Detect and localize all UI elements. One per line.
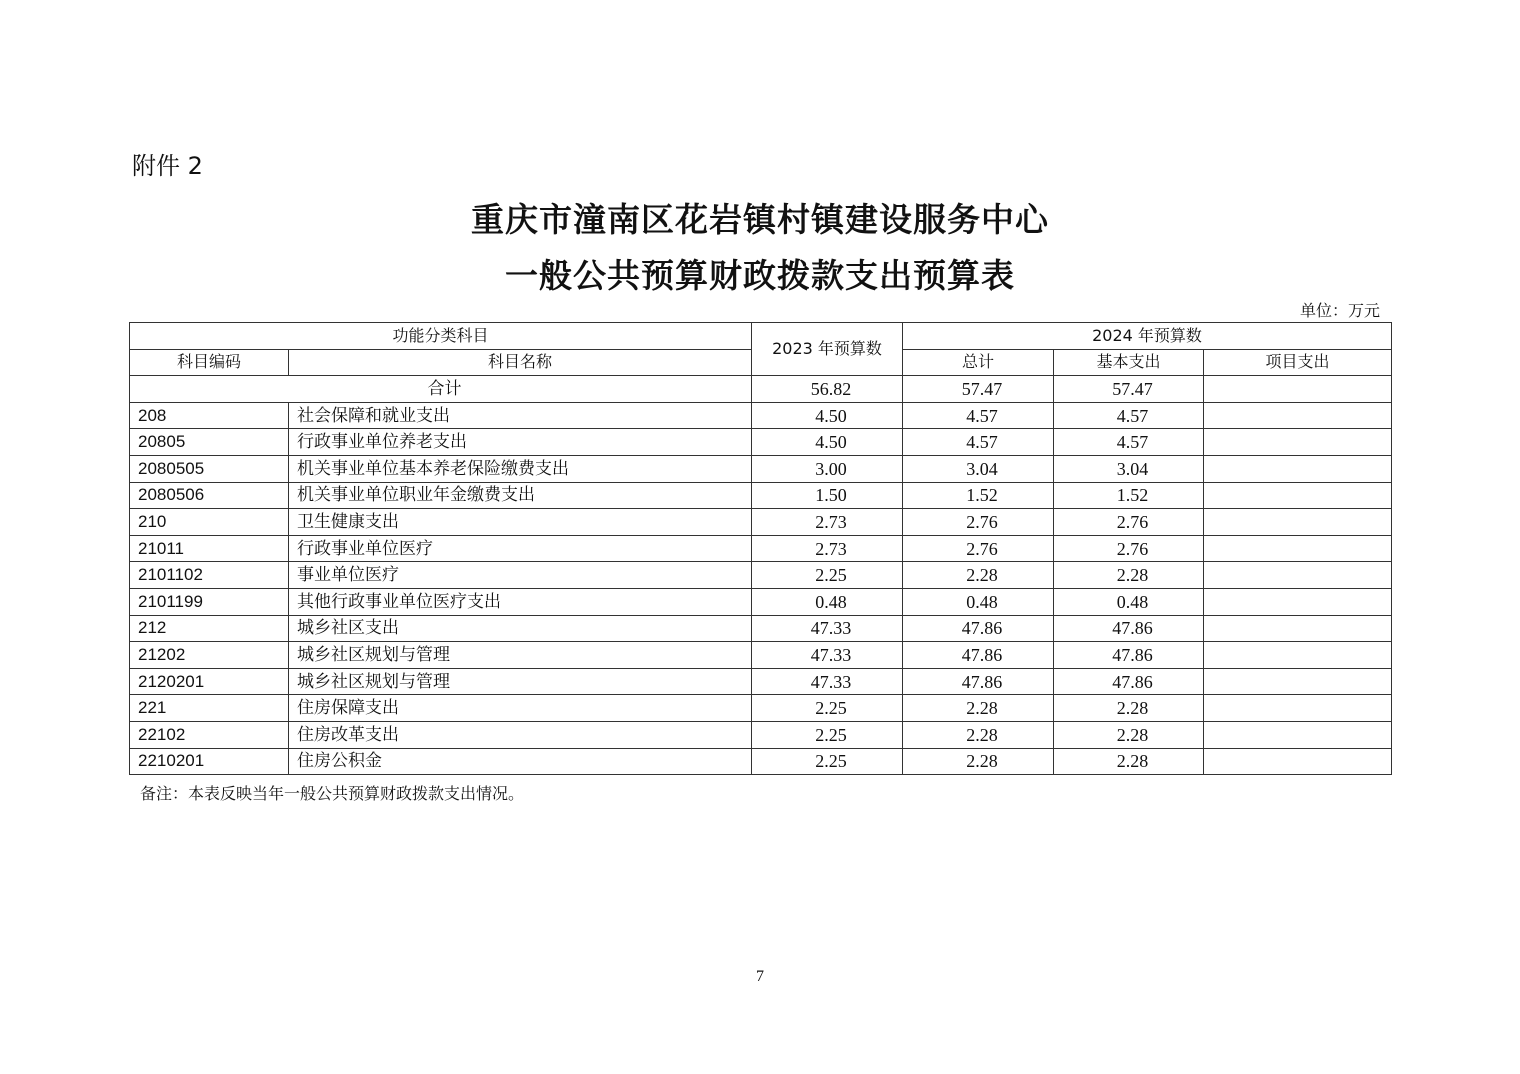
subject-code: 21011 [130,535,289,562]
budget-2024-basic: 0.48 [1054,588,1204,615]
subject-code: 2080505 [130,455,289,482]
table-row [130,429,1392,456]
subject-name: 住房保障支出 [289,695,752,722]
budget-2024-basic: 2.28 [1054,562,1204,589]
table-row [130,562,1392,589]
subject-name: 城乡社区支出 [289,615,752,642]
budget-2023: 2.25 [752,695,903,722]
subject-name: 社会保障和就业支出 [289,402,752,429]
budget-2024-total: 2.28 [903,562,1054,589]
budget-2023: 2.73 [752,509,903,536]
budget-2024-project [1204,721,1392,748]
budget-2023: 2.73 [752,535,903,562]
subject-code: 2101199 [130,588,289,615]
subject-code: 208 [130,402,289,429]
subject-code: 2120201 [130,668,289,695]
total-2024-basic: 57.47 [1054,376,1204,403]
table-row [130,455,1392,482]
budget-2023: 47.33 [752,615,903,642]
table-row [130,402,1392,429]
subject-name: 行政事业单位医疗 [289,535,752,562]
subject-name: 其他行政事业单位医疗支出 [289,588,752,615]
budget-2024-total: 47.86 [903,642,1054,669]
header-function-category: 功能分类科目 [130,323,752,350]
header-total: 总计 [903,349,1054,376]
total-2024-project [1204,376,1392,403]
budget-2024-total: 3.04 [903,455,1054,482]
budget-2024-basic: 47.86 [1054,668,1204,695]
header-2024-budget: 2024 年预算数 [903,323,1392,350]
subject-name: 城乡社区规划与管理 [289,642,752,669]
subject-code: 221 [130,695,289,722]
budget-2024-total: 4.57 [903,429,1054,456]
budget-2024-total: 2.28 [903,748,1054,775]
budget-2023: 0.48 [752,588,903,615]
subject-code: 210 [130,509,289,536]
page-number: 7 [756,968,764,985]
table-row [130,482,1392,509]
budget-2023: 2.25 [752,748,903,775]
document-title: 重庆市潼南区花岩镇村镇建设服务中心 [471,200,1049,239]
budget-2024-total: 2.28 [903,695,1054,722]
budget-2023: 47.33 [752,642,903,669]
budget-2023: 47.33 [752,668,903,695]
subject-name: 行政事业单位养老支出 [289,429,752,456]
budget-2023: 1.50 [752,482,903,509]
budget-2023: 4.50 [752,402,903,429]
budget-2024-total: 2.28 [903,721,1054,748]
table-row [130,695,1392,722]
total-label: 合计 [130,376,752,403]
budget-2024-total: 4.57 [903,402,1054,429]
budget-2024-project [1204,748,1392,775]
subject-code: 2080506 [130,482,289,509]
subject-code: 20805 [130,429,289,456]
budget-2024-project [1204,455,1392,482]
header-row-1 [130,323,1392,350]
subject-name: 机关事业单位职业年金缴费支出 [289,482,752,509]
budget-2024-basic: 2.28 [1054,748,1204,775]
budget-2024-total: 47.86 [903,668,1054,695]
total-row [130,376,1392,403]
subject-code: 2210201 [130,748,289,775]
budget-2024-total: 1.52 [903,482,1054,509]
table-row [130,748,1392,775]
budget-2023: 2.25 [752,562,903,589]
subject-code: 22102 [130,721,289,748]
budget-2024-project [1204,402,1392,429]
subject-code: 212 [130,615,289,642]
subject-name: 住房改革支出 [289,721,752,748]
table-row [130,588,1392,615]
budget-2024-basic: 4.57 [1054,429,1204,456]
header-subject-code: 科目编码 [130,349,289,376]
budget-2024-project [1204,615,1392,642]
table-row [130,668,1392,695]
total-2024-total: 57.47 [903,376,1054,403]
budget-2024-project [1204,642,1392,669]
table-row [130,535,1392,562]
budget-2024-project [1204,535,1392,562]
document-subtitle: 一般公共预算财政拨款支出预算表 [505,256,1015,295]
budget-2024-basic: 2.76 [1054,535,1204,562]
budget-2024-project [1204,509,1392,536]
header-subject-name: 科目名称 [289,349,752,376]
budget-2024-project [1204,429,1392,456]
budget-2024-project [1204,695,1392,722]
budget-2023: 2.25 [752,721,903,748]
table-row [130,642,1392,669]
subject-name: 卫生健康支出 [289,509,752,536]
budget-2024-project [1204,668,1392,695]
subject-code: 2101102 [130,562,289,589]
budget-2024-project [1204,482,1392,509]
budget-2024-total: 0.48 [903,588,1054,615]
table-row [130,721,1392,748]
budget-2023: 3.00 [752,455,903,482]
unit-label: 单位：万元 [1299,301,1380,320]
budget-2023: 4.50 [752,429,903,456]
budget-2024-basic: 2.28 [1054,695,1204,722]
header-project-expense: 项目支出 [1204,349,1392,376]
budget-2024-total: 2.76 [903,509,1054,536]
header-2023-budget: 2023 年预算数 [752,323,903,376]
budget-2024-basic: 47.86 [1054,615,1204,642]
budget-2024-basic: 1.52 [1054,482,1204,509]
subject-name: 机关事业单位基本养老保险缴费支出 [289,455,752,482]
subject-name: 住房公积金 [289,748,752,775]
subject-name: 事业单位医疗 [289,562,752,589]
budget-2024-basic: 3.04 [1054,455,1204,482]
attachment-label: 附件 2 [132,152,203,180]
footnote: 备注：本表反映当年一般公共预算财政拨款支出情况。 [140,784,525,803]
table-row [130,615,1392,642]
budget-2024-total: 2.76 [903,535,1054,562]
subject-name: 城乡社区规划与管理 [289,668,752,695]
budget-table [129,322,1392,775]
budget-2024-basic: 2.28 [1054,721,1204,748]
table-row [130,509,1392,536]
budget-2024-project [1204,588,1392,615]
budget-2024-total: 47.86 [903,615,1054,642]
budget-2024-basic: 2.76 [1054,509,1204,536]
header-basic-expense: 基本支出 [1054,349,1204,376]
total-2023: 56.82 [752,376,903,403]
budget-2024-project [1204,562,1392,589]
subject-code: 21202 [130,642,289,669]
budget-2024-basic: 47.86 [1054,642,1204,669]
budget-2024-basic: 4.57 [1054,402,1204,429]
